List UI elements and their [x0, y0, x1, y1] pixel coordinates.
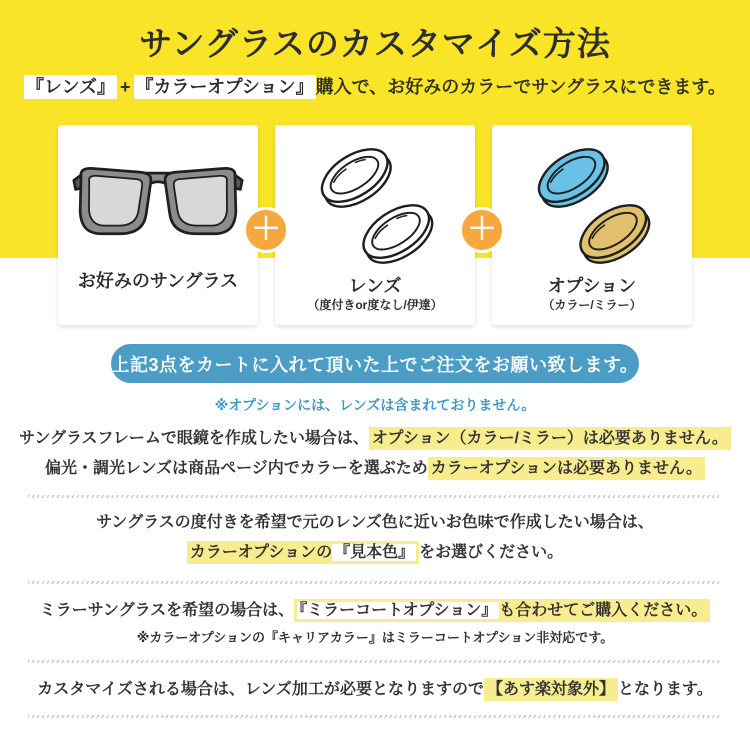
- subtitle-rest: 購入で、お好みのカラーでサングラスにできます。: [315, 77, 726, 97]
- dashed-divider: [28, 581, 722, 584]
- plus-glyph: ＋: [467, 213, 497, 246]
- plus-icon: [243, 207, 289, 253]
- step-sublabel-option: （カラー/ミラー）: [542, 298, 642, 312]
- paragraph-customize-notice: [0, 675, 750, 705]
- text-plain: をお選びください。: [419, 544, 564, 561]
- paragraph-line: [0, 454, 750, 484]
- sunglasses-icon: [72, 160, 244, 246]
- paragraph-line: [0, 508, 750, 538]
- subtitle-boxed-lens: 『レンズ』: [26, 77, 116, 97]
- step-label-option: オプション: [547, 276, 637, 296]
- text-white-box: 『見本色』: [334, 544, 415, 561]
- text-white-box: 『ミラーコートオプション』: [299, 602, 498, 619]
- paragraph-line: [0, 675, 750, 705]
- paragraph-line: [0, 538, 750, 568]
- step-sublabel-lens: （度付きor度なし/伊達）: [307, 298, 443, 312]
- text-highlight: [294, 599, 710, 622]
- color-lenses-illustration: [498, 135, 686, 275]
- sunglasses-illustration: [64, 135, 252, 270]
- subtitle-boxed-color-option: 『カラーオプション』: [135, 77, 314, 97]
- text-plain: サングラスの度付きを希望で元のレンズ色に近いお色味で作成したい場合は、: [96, 514, 654, 531]
- text-highlight: [187, 541, 419, 564]
- carrier-color-note: ※カラーオプションの『キャリアカラー』はミラーコートオプション非対応です。: [136, 630, 614, 645]
- subtitle-plus: +: [120, 77, 131, 97]
- paragraph-sample-color: [0, 508, 750, 568]
- text-highlight: カラーオプションは必要ありません。: [428, 457, 705, 480]
- paragraph-line: [0, 596, 750, 626]
- cart-instruction-text: 上記3点をカートに入れて頂いた上でご注文をお願い致します。: [111, 354, 639, 375]
- text-plain: ミラーサングラスを希望の場合は、: [39, 602, 295, 619]
- clear-lenses-illustration: [281, 135, 469, 275]
- step-box-lens: [275, 125, 475, 325]
- paragraph-line: [0, 424, 750, 454]
- plus-icon: [459, 207, 505, 253]
- color-lenses-icon: [508, 135, 676, 275]
- dashed-divider: [28, 660, 722, 663]
- text-plain: となります。: [617, 681, 713, 698]
- text-highlight-suffix: も合わせてご購入ください。: [499, 602, 708, 619]
- step-label-sunglasses: お好みのサングラス: [77, 271, 239, 291]
- step-box-option: [492, 125, 692, 325]
- clear-lenses-icon: [291, 135, 459, 275]
- text-highlight: 【あす楽対象外】: [484, 678, 618, 701]
- plus-glyph: ＋: [251, 213, 281, 246]
- text-plain: 偏光・調光レンズは商品ページ内でカラーを選ぶため: [44, 460, 428, 477]
- subtitle: [0, 73, 750, 101]
- page-title: サングラスのカスタマイズ方法: [139, 25, 611, 62]
- cart-instruction-banner: [111, 344, 639, 383]
- step-box-sunglasses: [58, 125, 258, 325]
- steps-row: [58, 125, 692, 325]
- paragraph-frame-option: [0, 424, 750, 484]
- text-plain: サングラスフレームで眼鏡を作成したい場合は、: [19, 430, 369, 447]
- option-note: ※オプションには、レンズは含まれておりません。: [214, 397, 536, 413]
- text-highlight: オプション（カラー/ミラー）は必要ありません。: [369, 427, 731, 450]
- step-label-lens: レンズ: [348, 276, 402, 296]
- text-highlight-prefix: カラーオプションの: [189, 544, 333, 561]
- paragraph-mirror-option: [0, 596, 750, 650]
- text-plain: カスタマイズされる場合は、レンズ加工が必要となりますので: [37, 681, 484, 698]
- dashed-divider: [28, 495, 722, 498]
- dashed-divider: [28, 715, 722, 718]
